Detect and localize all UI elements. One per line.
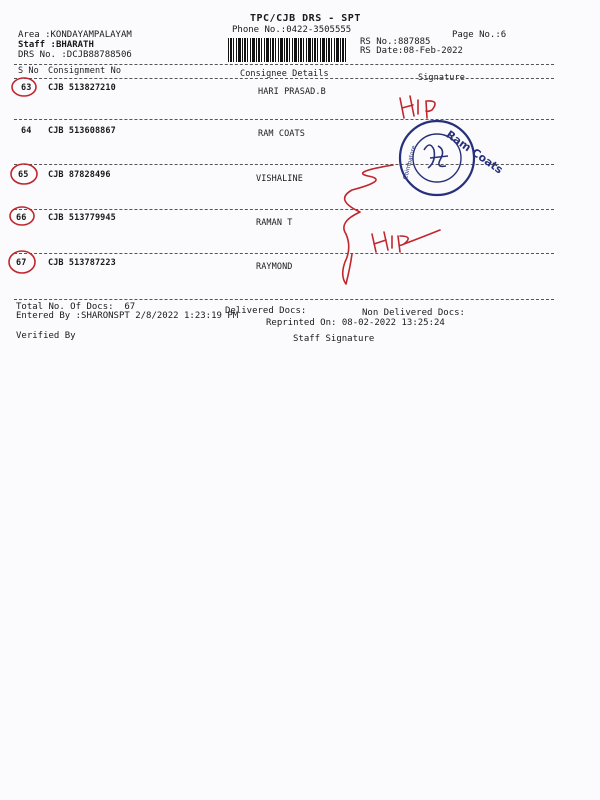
total-value: 67	[124, 302, 136, 312]
row-consignment: CJB 513787223	[48, 258, 116, 268]
col-sno: S No	[18, 66, 39, 76]
sno-circle	[10, 207, 34, 225]
row-consignee: RAYMOND	[256, 262, 293, 272]
total-label: Total No. Of Docs:	[16, 302, 114, 312]
reprinted-value: 08-02-2022 13:25:24	[341, 318, 445, 328]
sno-circle	[12, 78, 36, 96]
phone-label: Phone No.:	[232, 25, 287, 35]
col-signature: Signature	[418, 73, 465, 83]
entered-label: Entered By :	[16, 311, 82, 321]
page-value: 6	[500, 30, 507, 40]
area-value: KONDAYAMPALAYAM	[50, 30, 132, 40]
row-consignment: CJB 513779945	[48, 213, 116, 223]
drs-value: DCJB8878850б	[66, 50, 132, 60]
row-sno: 63	[21, 83, 32, 93]
non-delivered-label: Non Delivered Docs:	[362, 308, 465, 318]
row-consignee: RAM COATS	[258, 129, 305, 139]
verified-by-label: Verified By	[16, 331, 76, 341]
staff-value: BHARATH	[55, 40, 94, 50]
area-label: Area :	[18, 30, 51, 40]
row-sno: 65	[18, 170, 29, 180]
initials-signature	[400, 96, 435, 118]
stamp-signature	[424, 145, 448, 168]
row-sno: 64	[21, 126, 32, 136]
staff-signature-label: Staff Signature	[293, 334, 375, 344]
sno-circle	[9, 251, 35, 273]
page-title: TPC/CJB DRS - SPT	[250, 13, 361, 24]
col-consignee: Consignee Details	[240, 69, 329, 79]
row-sno: 67	[16, 258, 27, 268]
phone-value: 0422-3505555	[286, 25, 352, 35]
company-stamp	[400, 121, 506, 195]
signature-stroke	[343, 165, 393, 284]
row-consignee: RAMAN T	[256, 218, 293, 228]
row-consignment: CJB 513608867	[48, 126, 116, 136]
initials-signature	[372, 230, 440, 252]
reprinted-label: Reprinted On:	[266, 318, 337, 328]
sno-circle	[11, 164, 37, 184]
stamp-location: Coimbatore	[401, 144, 418, 181]
rs-date-label: RS Date:	[360, 46, 404, 56]
rs-date-value: 08-Feb-2022	[403, 46, 463, 56]
entered-value: SHARONSPT 2/8/2022 1:23:19 PM	[81, 311, 239, 321]
row-consignee: VISHALINE	[256, 174, 303, 184]
staff-label: Staff :	[18, 40, 56, 50]
page-label: Page No.:	[452, 30, 501, 40]
rs-value: 887885	[397, 37, 431, 47]
row-consignment: CJB 87828496	[48, 170, 111, 180]
delivered-label: Delivered Docs:	[225, 306, 307, 316]
col-consignment: Consignment No	[48, 66, 122, 76]
drs-label: DRS No. :	[18, 50, 67, 60]
row-consignee: HARI PRASAD.B	[258, 87, 326, 97]
stamp-text: Ram Coats	[443, 127, 506, 177]
rs-label: RS No.:	[360, 37, 398, 47]
row-consignment: CJB 513827210	[48, 83, 116, 93]
row-sno: 66	[16, 213, 27, 223]
